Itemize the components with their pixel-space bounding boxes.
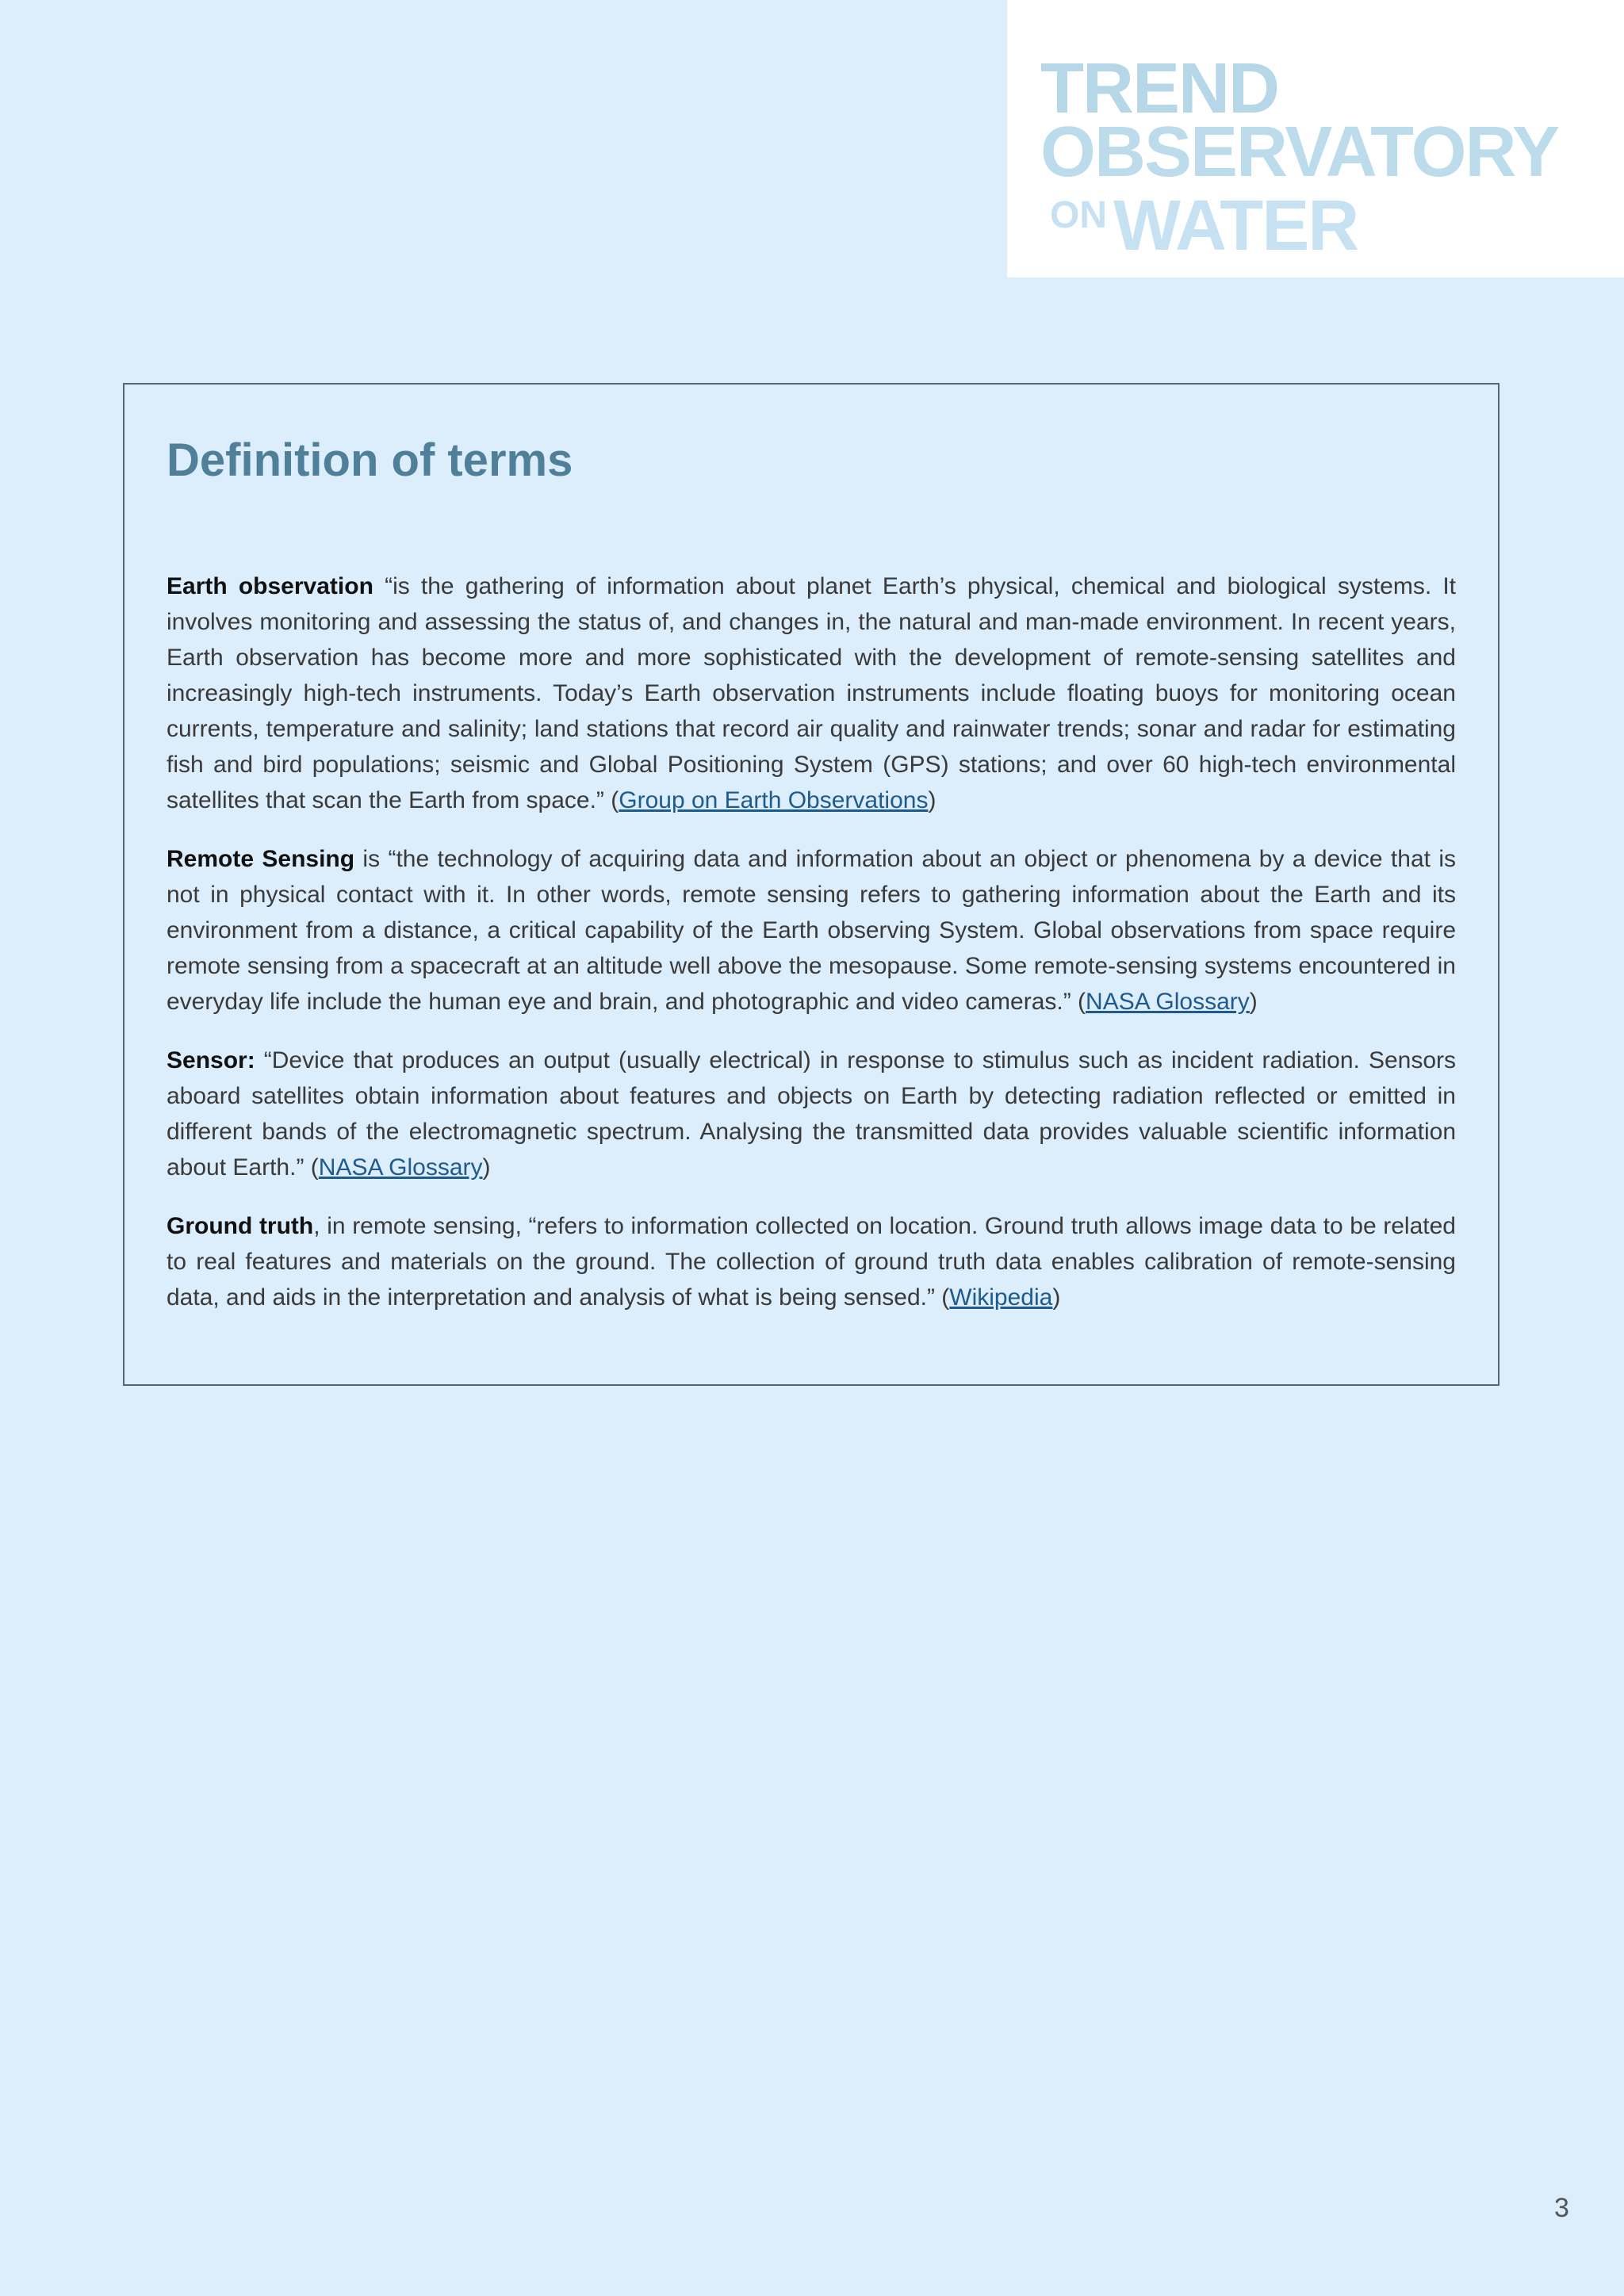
definition-text: “is the gathering of information about planet Earth’s physical, chemical and biological systems. It involves monitoring and assessing the status of, and changes in, the natural and man-made environment. In recent years, Earth observation has become more and more sophisticated with the development of remote-sensing satellites and increasingly high-tech instruments. Today’s Earth observation instruments include floating buoys for monitoring ocean currents, temperature and salinity; land stations that record air quality and rainwater trends; sonar and radar for estimating fish and bird populations; seismic and Global Positioning System (GPS) stations; and over 60 high-tech environmental satellites that scan the Earth from space.” (	[167, 573, 1457, 813]
source-link-wikipedia[interactable]: Wikipedia	[949, 1284, 1053, 1311]
source-link-nasa-glossary[interactable]: NASA Glossary	[1086, 989, 1250, 1015]
trend-observatory-logo	[1040, 49, 1559, 266]
closing-paren: )	[1052, 1284, 1061, 1311]
definition-text: , in remote sensing, “refers to information collected on location. Ground truth allows image data to be related to real features and materials on the ground. The collection of ground truth data enables calibration of remote-sensing data, and aids in the interpretation and analysis of what is being sensed.” (	[167, 1213, 1456, 1311]
definition-remote-sensing	[167, 841, 1456, 1020]
definitions-box	[123, 383, 1500, 1386]
source-link-nasa-glossary[interactable]: NASA Glossary	[318, 1154, 483, 1181]
definition-text: “Device that produces an output (usually electrical) in response to stimulus such as incident radiation. Sensors aboard satellites obtain information about features and objects on Earth by detecting radiation reflected or emitted in different bands of the electromagnetic spectrum. Analysing the transmitted data provides valuable scientific information about Earth.” (	[167, 1047, 1456, 1181]
definitions-list	[167, 568, 1456, 1338]
term-label: Remote Sensing	[167, 846, 355, 872]
source-link-geo[interactable]: Group on Earth Observations	[619, 787, 929, 813]
definition-text: is “the technology of acquiring data and information about an object or phenomena by a device that is not in physical contact with it. In other words, remote sensing refers to gathering information about the Earth and its environment from a distance, a critical capability of the Earth observing System. Global observations from space require remote sensing from a spacecraft at an altitude well above the mesopause. Some remote-sensing systems encountered in everyday life include the human eye and brain, and photographic and video cameras.” (	[167, 846, 1456, 1015]
logo-water: WATER	[1113, 186, 1358, 266]
logo-on: ON	[1050, 194, 1107, 236]
logo-line-trend: TREND	[1040, 49, 1278, 128]
definition-ground-truth	[167, 1208, 1456, 1315]
closing-paren: )	[928, 787, 936, 813]
term-label: Sensor:	[167, 1047, 255, 1073]
term-label: Earth observation	[167, 573, 373, 599]
definition-sensor	[167, 1043, 1456, 1185]
definitions-title: Definition of terms	[167, 434, 573, 486]
logo-line-water	[1040, 184, 1558, 266]
header-logo-panel	[1007, 0, 1624, 277]
logo-line-observatory: OBSERVATORY	[1040, 113, 1559, 192]
term-label: Ground truth	[167, 1213, 314, 1239]
closing-paren: )	[1249, 989, 1258, 1015]
page-number: 3	[1554, 2193, 1569, 2223]
definition-earth-observation	[167, 568, 1456, 818]
closing-paren: )	[482, 1154, 491, 1181]
